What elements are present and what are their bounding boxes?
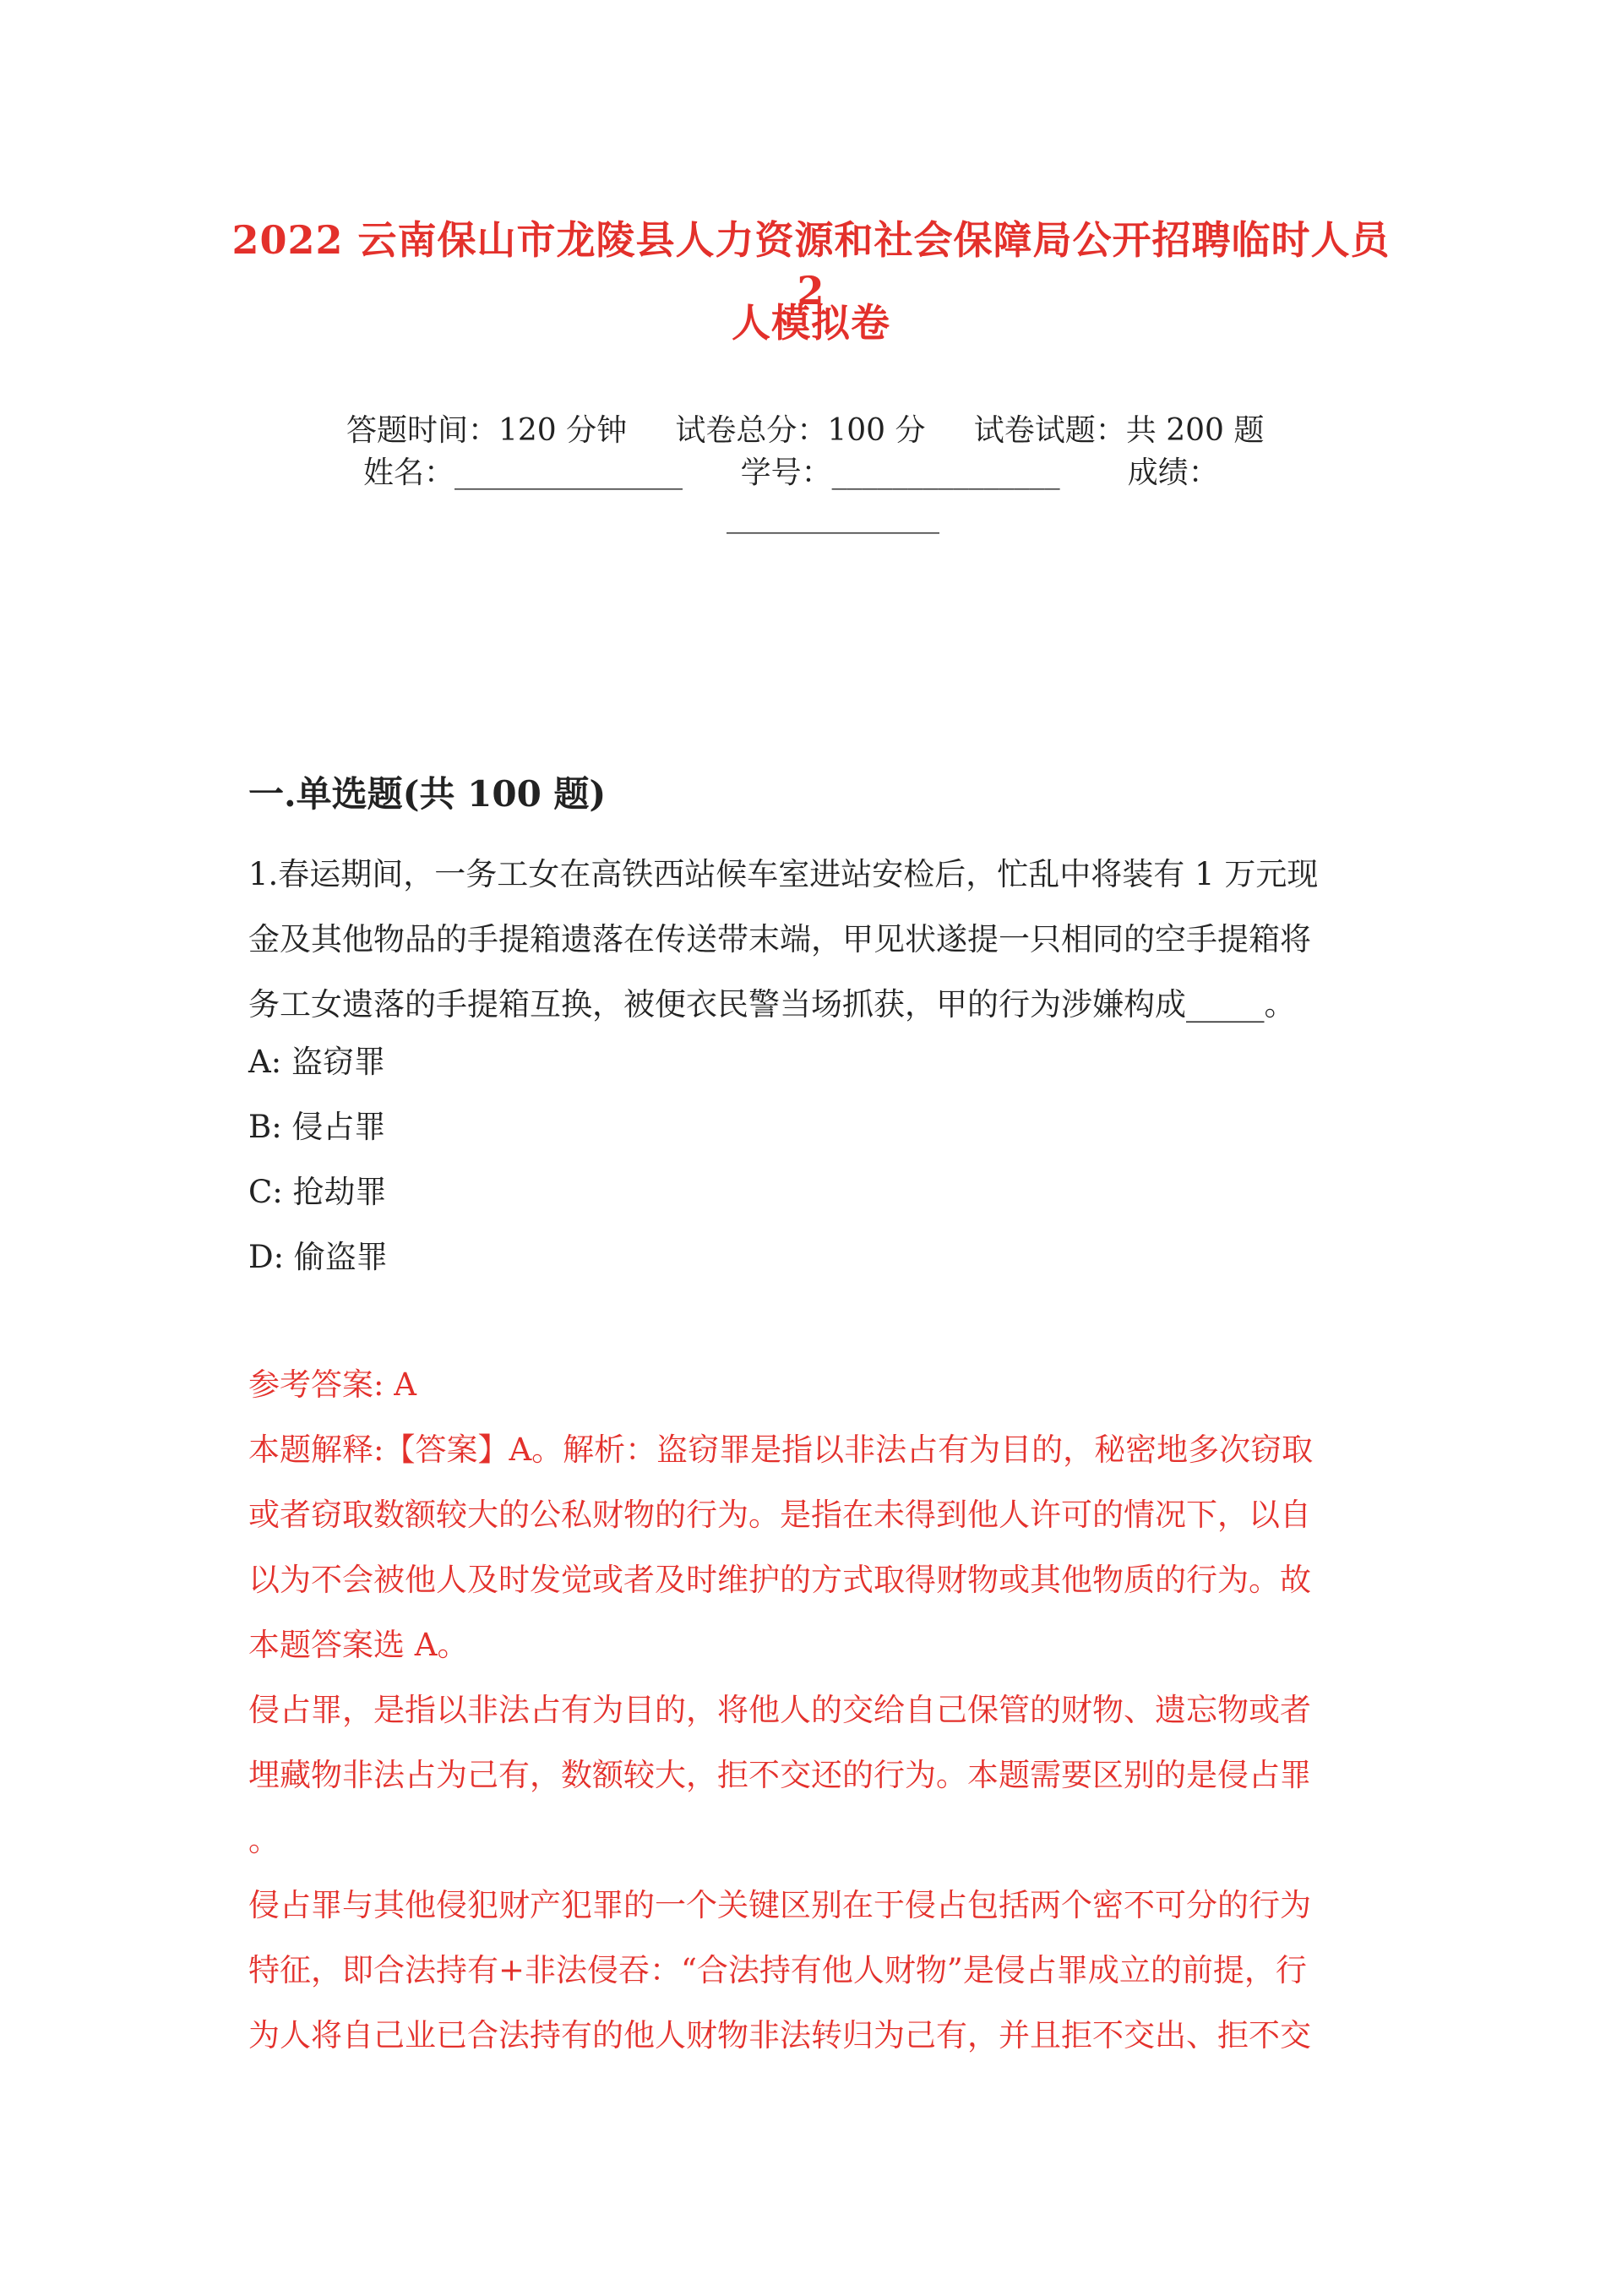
explanation-line: 。 — [248, 1822, 280, 1858]
question-stem — [248, 842, 1380, 1037]
question-line: 1.春运期间，一务工女在高铁西站候车室进站安检后，忙乱中将装有 1 万元现 — [248, 856, 1319, 892]
exam-info-line-3: ______________ — [727, 499, 939, 534]
reference-answer: 参考答案: A — [248, 1366, 416, 1403]
explanation-line: 侵占罪，是指以非法占有为目的，将他人的交给自己保管的财物、遗忘物或者 — [248, 1692, 1311, 1728]
question-line: 金及其他物品的手提箱遗落在传送带末端，甲见状遂提一只相同的空手提箱将 — [248, 921, 1311, 957]
document-title-line-2: 人模拟卷 — [732, 300, 890, 346]
question-line: 务工女遗落的手提箱互换，被便衣民警当场抓获，甲的行为涉嫌构成_____。 — [248, 986, 1296, 1023]
explanation-line: 本题解释:【答案】A。解析：盗窃罪是指以非法占有为目的，秘密地多次窃取 — [248, 1432, 1314, 1468]
explanation-line: 本题答案选 A。 — [248, 1627, 469, 1663]
section-heading: 一.单选题(共 100 题) — [248, 773, 607, 815]
explanation-line: 以为不会被他人及时发觉或者及时维护的方式取得财物或其他物质的行为。故 — [248, 1562, 1311, 1598]
explanation-line: 特征，即合法持有+非法侵吞：“合法持有他人财物”是侵占罪成立的前提，行 — [248, 1952, 1307, 1988]
option-a: A: 盗窃罪 — [248, 1044, 385, 1080]
explanation-line: 为人将自己业已合法持有的他人财物非法转归为己有，并且拒不交出、拒不交 — [248, 2017, 1311, 2053]
explanation-line: 或者窃取数额较大的公私财物的行为。是指在未得到他人许可的情况下，以自 — [248, 1497, 1311, 1533]
exam-info-line-1: 答题时间：120 分钟 试卷总分：100 分 试卷试题：共 200 题 — [346, 413, 1265, 448]
exam-info-line-2: 姓名：_______________ 学号：_______________ 成绩： — [363, 455, 1219, 490]
answer-explanation — [248, 1352, 1397, 2068]
question-options — [248, 1029, 388, 1290]
explanation-line: 埋藏物非法占为己有，数额较大，拒不交还的行为。本题需要区别的是侵占罪 — [248, 1757, 1311, 1793]
option-d: D: 偷盗罪 — [248, 1239, 388, 1275]
explanation-line: 侵占罪与其他侵犯财产犯罪的一个关键区别在于侵占包括两个密不可分的行为 — [248, 1887, 1311, 1923]
document-title-line-1: 2022 云南保山市龙陵县人力资源和社会保障局公开招聘临时人员 2 — [231, 217, 1391, 314]
option-b: B: 侵占罪 — [248, 1109, 386, 1145]
option-c: C: 抢劫罪 — [248, 1174, 387, 1210]
